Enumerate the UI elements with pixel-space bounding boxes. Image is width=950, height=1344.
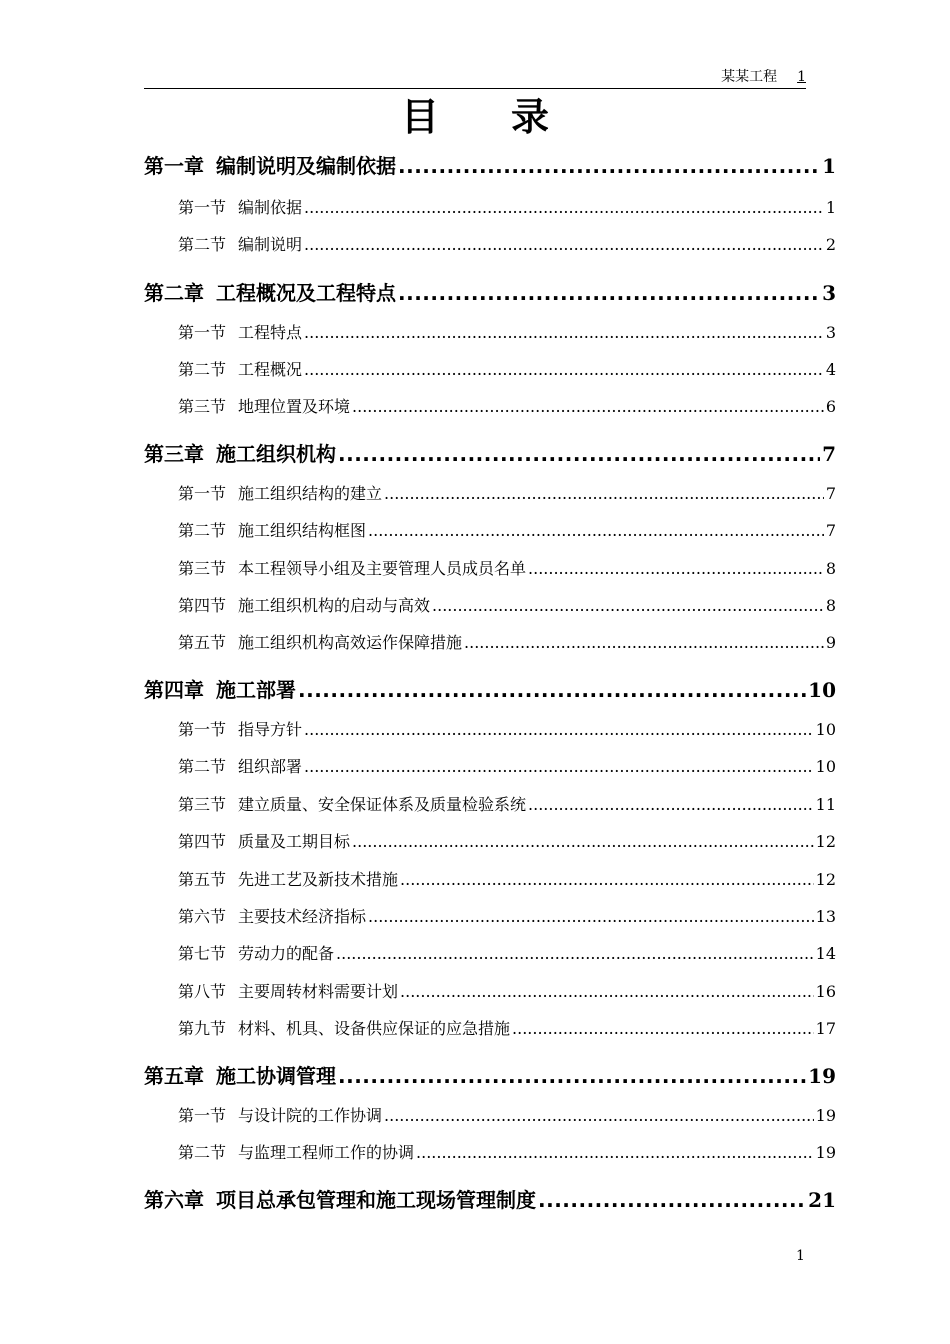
toc-entry-page-number: 7: [825, 521, 836, 540]
toc-chapter-entry[interactable]: [144, 438, 836, 468]
toc-entry-number: 第六章: [144, 1188, 204, 1212]
toc-dot-leader: [384, 484, 824, 503]
toc-section-entry[interactable]: [178, 1103, 836, 1129]
toc-entry-page-number: 12: [815, 832, 836, 851]
header-project: 某某工程: [721, 69, 778, 85]
toc-entry-number: 第八节: [178, 982, 227, 1001]
toc-entry-number: 第三节: [178, 559, 227, 578]
toc-entry-page-number: 3: [825, 323, 836, 342]
toc-section-entry[interactable]: [178, 195, 836, 221]
toc-entry-number: 第二章: [144, 281, 204, 305]
toc-entry-number: 第五节: [178, 870, 227, 889]
toc-section-entry[interactable]: [178, 754, 836, 780]
toc-section-entry[interactable]: [178, 394, 836, 420]
toc-section-entry[interactable]: [178, 792, 836, 818]
toc-section-entry[interactable]: [178, 593, 836, 619]
toc-entry-title: 工程概况: [238, 360, 303, 379]
toc-dot-leader: [338, 1064, 806, 1088]
toc-entry-page-number: 7: [825, 484, 836, 503]
toc-entry-number: 第四节: [178, 596, 227, 615]
toc-entry-page-number: 9: [825, 633, 836, 652]
toc-dot-leader: [368, 521, 824, 540]
toc-section-entry[interactable]: [178, 556, 836, 582]
toc-section-entry[interactable]: [178, 904, 836, 930]
toc-entry-number: 第三节: [178, 397, 227, 416]
toc-entry-title: 本工程领导小组及主要管理人员成员名单: [238, 559, 527, 578]
toc-entry-page-number: 13: [815, 907, 836, 926]
toc-section-entry[interactable]: [178, 481, 836, 507]
toc-dot-leader: [384, 1106, 814, 1125]
toc-dot-leader: [352, 832, 814, 851]
toc-dot-leader: [352, 397, 824, 416]
toc-entry-number: 第一节: [178, 323, 227, 342]
toc-dot-leader: [304, 323, 824, 342]
toc-entry-title: 地理位置及环境: [238, 397, 351, 416]
toc-entry-page-number: 10: [808, 678, 836, 702]
toc-chapter-entry[interactable]: [144, 1060, 836, 1090]
toc-dot-leader: [538, 1188, 806, 1212]
toc-dot-leader: [400, 870, 814, 889]
toc-entry-title: 施工部署: [216, 678, 296, 702]
toc-entry-title: 指导方针: [238, 720, 303, 739]
toc-dot-leader: [304, 198, 824, 217]
toc-entry-page-number: 19: [815, 1143, 836, 1162]
toc-section-entry[interactable]: [178, 979, 836, 1005]
page-title: 目录: [400, 95, 621, 139]
toc-entry-title: 先进工艺及新技术措施: [238, 870, 399, 889]
toc-section-entry[interactable]: [178, 867, 836, 893]
toc-entry-number: 第四章: [144, 678, 204, 702]
toc-entry-title: 组织部署: [238, 757, 303, 776]
toc-entry-title: 主要周转材料需要计划: [238, 982, 399, 1001]
toc-dot-leader: [528, 559, 824, 578]
toc-entry-page-number: 1: [825, 198, 836, 217]
toc-entry-page-number: 19: [808, 1064, 836, 1088]
toc-entry-title: 施工组织机构高效运作保障措施: [238, 633, 463, 652]
toc-entry-page-number: 2: [825, 235, 836, 254]
toc-section-entry[interactable]: [178, 717, 836, 743]
toc-entry-title: 建立质量、安全保证体系及质量检验系统: [238, 795, 527, 814]
toc-entry-page-number: 14: [815, 944, 836, 963]
toc-section-entry[interactable]: [178, 941, 836, 967]
toc-entry-title: 编制依据: [238, 198, 303, 217]
toc-dot-leader: [368, 907, 814, 926]
toc-entry-page-number: 19: [815, 1106, 836, 1125]
toc-entry-title: 施工组织结构的建立: [238, 484, 383, 503]
toc-entry-number: 第三节: [178, 795, 227, 814]
toc-entry-number: 第四节: [178, 832, 227, 851]
toc-entry-number: 第一节: [178, 484, 227, 503]
toc-dot-leader: [416, 1143, 814, 1162]
toc-entry-number: 第二节: [178, 521, 227, 540]
toc-entry-title: 主要技术经济指标: [238, 907, 367, 926]
toc-entry-number: 第一章: [144, 154, 204, 178]
toc-entry-number: 第二节: [178, 235, 227, 254]
toc-entry-page-number: 10: [815, 720, 836, 739]
toc-section-entry[interactable]: [178, 829, 836, 855]
toc-dot-leader: [336, 944, 814, 963]
toc-chapter-entry[interactable]: [144, 1184, 836, 1214]
toc-section-entry[interactable]: [178, 630, 836, 656]
page-header: [144, 66, 806, 89]
toc-entry-page-number: 8: [825, 559, 836, 578]
toc-entry-number: 第二节: [178, 360, 227, 379]
toc-entry-number: 第九节: [178, 1019, 227, 1038]
toc-entry-page-number: 21: [808, 1188, 836, 1212]
toc-entry-page-number: 4: [825, 360, 836, 379]
toc-entry-number: 第六节: [178, 907, 227, 926]
toc-chapter-entry[interactable]: [144, 150, 836, 180]
toc-entry-number: 第二节: [178, 757, 227, 776]
header-page-number: 1: [797, 69, 806, 85]
toc-section-entry[interactable]: [178, 357, 836, 383]
toc-entry-page-number: 8: [825, 596, 836, 615]
toc-entry-number: 第五章: [144, 1064, 204, 1088]
toc-dot-leader: [464, 633, 824, 652]
toc-entry-title: 施工组织机构的启动与高效: [238, 596, 431, 615]
toc-entry-page-number: 10: [815, 757, 836, 776]
toc-entry-page-number: 6: [825, 397, 836, 416]
toc-dot-leader: [304, 360, 824, 379]
toc-entry-title: 劳动力的配备: [238, 944, 335, 963]
toc-dot-leader: [432, 596, 824, 615]
toc-dot-leader: [338, 442, 820, 466]
toc-dot-leader: [304, 757, 814, 776]
toc-entry-title: 工程特点: [238, 323, 303, 342]
toc-entry-number: 第一节: [178, 198, 227, 217]
toc-dot-leader: [304, 235, 824, 254]
header-text: [721, 66, 806, 88]
toc-dot-leader: [398, 281, 820, 305]
toc-entry-page-number: 16: [815, 982, 836, 1001]
toc-entry-page-number: 17: [815, 1019, 836, 1038]
toc-dot-leader: [304, 720, 814, 739]
toc-entry-number: 第三章: [144, 442, 204, 466]
toc-entry-title: 编制说明: [238, 235, 303, 254]
toc-chapter-entry[interactable]: [144, 277, 836, 307]
toc-dot-leader: [528, 795, 814, 814]
toc-dot-leader: [398, 154, 820, 178]
toc-section-entry[interactable]: [178, 518, 836, 544]
toc-entry-title: 施工组织结构框图: [238, 521, 367, 540]
toc-section-entry[interactable]: [178, 1140, 836, 1166]
toc-entry-title: 材料、机具、设备供应保证的应急措施: [238, 1019, 511, 1038]
toc-dot-leader: [298, 678, 806, 702]
toc-entry-title: 施工组织机构: [216, 442, 336, 466]
toc-entry-title: 施工协调管理: [216, 1064, 336, 1088]
toc-section-entry[interactable]: [178, 1016, 836, 1042]
toc-entry-page-number: 7: [822, 442, 836, 466]
toc-entry-page-number: 12: [815, 870, 836, 889]
toc-entry-title: 编制说明及编制依据: [216, 154, 396, 178]
toc-entry-title: 工程概况及工程特点: [216, 281, 396, 305]
toc-entry-number: 第七节: [178, 944, 227, 963]
toc-entry-page-number: 1: [822, 154, 836, 178]
toc-entry-page-number: 3: [822, 281, 836, 305]
toc-entry-number: 第一节: [178, 1106, 227, 1125]
toc-entry-number: 第一节: [178, 720, 227, 739]
toc-entry-title: 质量及工期目标: [238, 832, 351, 851]
toc-dot-leader: [512, 1019, 814, 1038]
toc-entry-number: 第五节: [178, 633, 227, 652]
footer-page-number: 1: [796, 1248, 805, 1264]
toc-chapter-entry[interactable]: [144, 674, 836, 704]
toc-entry-title: 项目总承包管理和施工现场管理制度: [216, 1188, 536, 1212]
toc-section-entry[interactable]: [178, 320, 836, 346]
toc-dot-leader: [400, 982, 814, 1001]
toc-entry-title: 与设计院的工作协调: [238, 1106, 383, 1125]
toc-entry-title: 与监理工程师工作的协调: [238, 1143, 415, 1162]
toc-entry-number: 第二节: [178, 1143, 227, 1162]
toc-entry-page-number: 11: [815, 795, 836, 814]
toc-section-entry[interactable]: [178, 232, 836, 258]
